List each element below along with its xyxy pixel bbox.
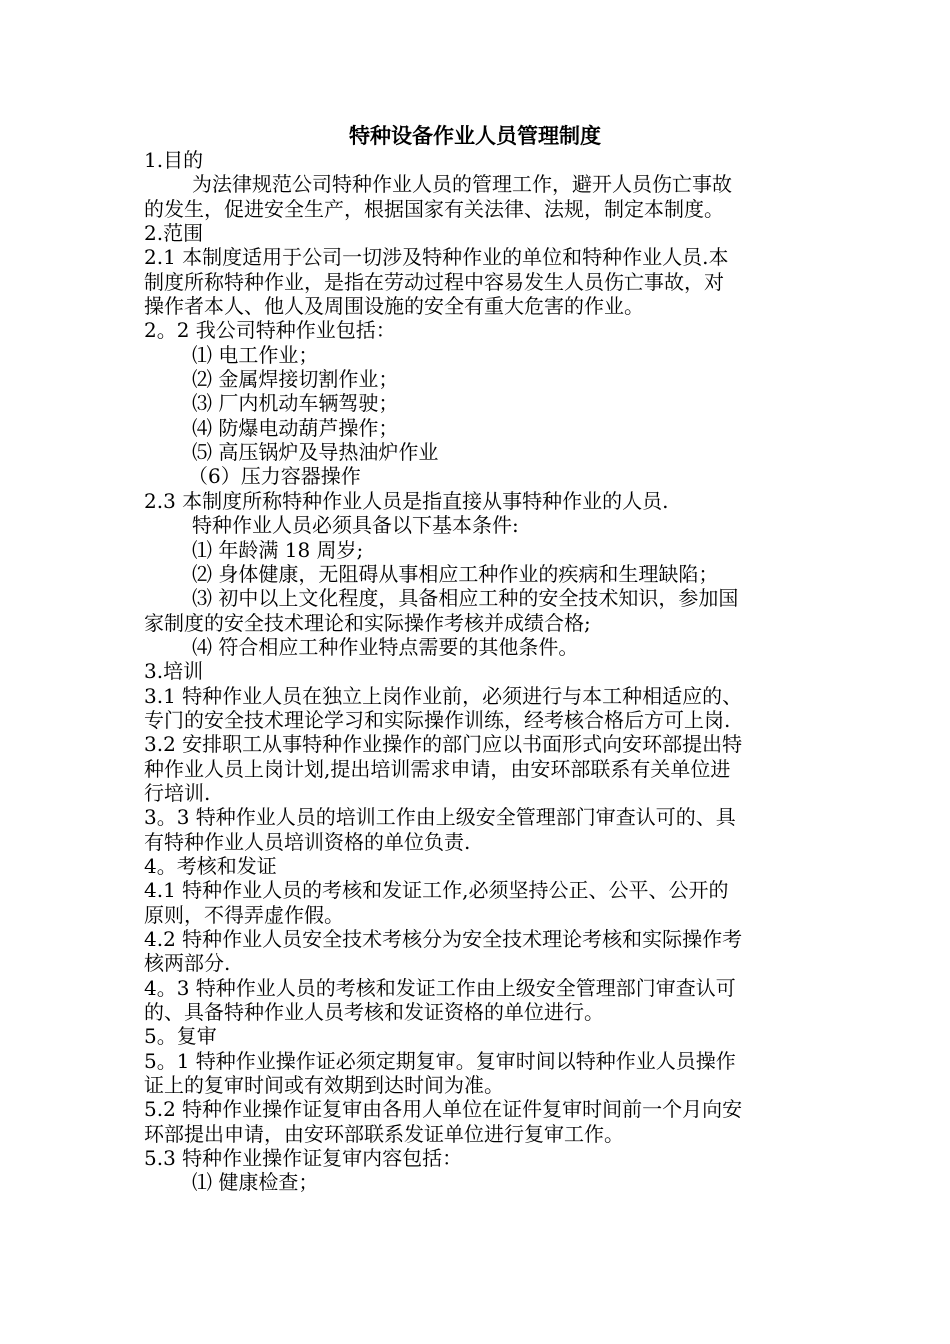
list-item: ⑵ 身体健康，无阻碍从事相应工种作业的疾病和生理缺陷；: [192, 561, 719, 586]
paragraph-line: 证上的复审时间或有效期到达时间为准。: [144, 1073, 504, 1098]
list-item: ⑸ 高压锅炉及导热油炉作业: [192, 440, 439, 465]
section-heading-assessment: 4。考核和发证: [144, 853, 277, 878]
paragraph-line: 4.1 特种作业人员的考核和发证工作,必须坚持公正、公平、公开的: [144, 878, 729, 903]
paragraph-line: 种作业人员上岗计划,提出培训需求申请，由安环部联系有关单位进: [144, 756, 731, 781]
paragraph-line: 3.2 安排职工从事特种作业操作的部门应以书面形式向安环部提出特: [144, 732, 743, 757]
paragraph-line: 的、具备特种作业人员考核和发证资格的单位进行。: [144, 1000, 604, 1025]
paragraph-line: 4.2 特种作业人员安全技术考核分为安全技术理论考核和实际操作考: [144, 927, 743, 951]
document-body: [144, 148, 808, 1195]
paragraph-line: 制度所称特种作业，是指在劳动过程中容易发生人员伤亡事故，对: [144, 269, 724, 294]
paragraph-line: 的发生，促进安全生产，根据国家有关法律、法规，制定本制度。: [144, 196, 724, 221]
paragraph-line: 特种作业人员必须具备以下基本条件:: [192, 513, 519, 538]
paragraph-line: 为法律规范公司特种作业人员的管理工作，避开人员伤亡事故: [192, 172, 732, 197]
paragraph-line: 5。1 特种作业操作证必须定期复审。复审时间以特种作业人员操作: [144, 1048, 736, 1073]
section-heading-purpose: 1.目的: [144, 148, 204, 172]
paragraph-line: 2.3 本制度所称特种作业人员是指直接从事特种作业的人员.: [144, 488, 669, 513]
paragraph-line: 2.1 本制度适用于公司一切涉及特种作业的单位和特种作业人员.本: [144, 245, 729, 270]
paragraph-line: 5.3 特种作业操作证复审内容包括：: [144, 1146, 463, 1171]
list-item: ⑷ 防爆电动葫芦操作；: [192, 415, 399, 440]
paragraph-line: 3.1 特种作业人员在独立上岗作业前，必须进行与本工种相适应的、: [144, 683, 743, 708]
section-heading-scope: 2.范围: [144, 221, 204, 246]
paragraph-line: 家制度的安全技术理论和实际操作考核并成绩合格;: [144, 610, 591, 635]
paragraph-line: 行培训.: [144, 780, 211, 805]
section-heading-review: 5。复审: [144, 1024, 217, 1049]
document-title: 特种设备作业人员管理制度: [349, 123, 601, 148]
list-item: ⑴ 电工作业；: [192, 342, 319, 367]
list-item: ⑴ 健康检查；: [192, 1170, 319, 1195]
list-item: ⑶ 初中以上文化程度，具备相应工种的安全技术知识，参加国: [192, 586, 739, 611]
section-heading-training: 3.培训: [144, 659, 204, 684]
list-item: ⑴ 年龄满 18 周岁;: [192, 537, 364, 562]
paragraph-line: 操作者本人、他人及周围设施的安全有重大危害的作业。: [144, 294, 644, 319]
paragraph-line: 核两部分.: [144, 951, 231, 976]
paragraph-line: 原则，不得弄虚作假。: [144, 902, 344, 927]
paragraph-line: 专门的安全技术理论学习和实际操作训练，经考核合格后方可上岗.: [144, 707, 731, 732]
paragraph-line: 3。3 特种作业人员的培训工作由上级安全管理部门审查认可的、具: [144, 805, 736, 830]
list-item: ⑷ 符合相应工种作业特点需要的其他条件。: [192, 634, 579, 659]
paragraph-line: 4。3 特种作业人员的考核和发证工作由上级安全管理部门审查认可: [144, 975, 736, 1000]
paragraph-line: 5.2 特种作业操作证复审由各用人单位在证件复审时间前一个月向安: [144, 1097, 743, 1122]
paragraph-line: 有特种作业人员培训资格的单位负责.: [144, 829, 471, 854]
list-item: ⑵ 金属焊接切割作业；: [192, 367, 399, 392]
paragraph-line: 环部提出申请，由安环部联系发证单位进行复审工作。: [144, 1121, 624, 1146]
paragraph-line: 2。2 我公司特种作业包括：: [144, 318, 396, 343]
list-item: （6）压力容器操作: [188, 464, 361, 489]
list-item: ⑶ 厂内机动车辆驾驶；: [192, 391, 399, 416]
